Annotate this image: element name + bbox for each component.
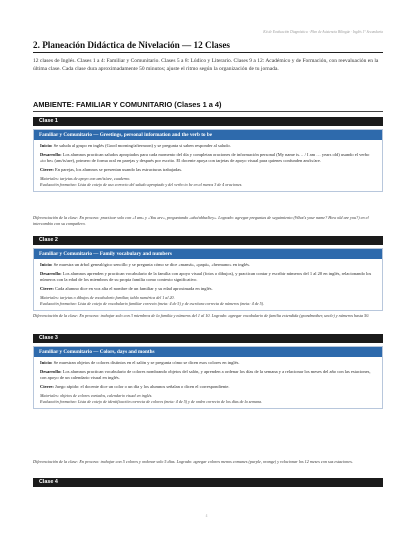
clase-2-inicio: Inicio: Se muestra un árbol genealógico sencillo y se pregunta cómo se dice «mamá», «papá», «hermano» en inglés. [40,262,250,267]
clase-1-card [33,129,383,192]
clase-1-cierre: Cierre: En parejas, los alumnos se presentan usando las estructuras trabajadas. [40,167,183,173]
clase-1-bar: Clase 1 [33,117,383,126]
running-header: Kit de Evaluación Diagnóstica · Plan de Asistencia Bilingüe · Inglés 1° Secundaria [263,30,383,34]
clase-2-body [34,259,382,310]
clase-1-materiales: Materiales: tarjetas de apoyo con am/is/are, cuaderno. [40,176,131,182]
intro-paragraph: 12 clases de Inglés. Clases 1 a 4: Familiar y Comunitario. Clases 5 a 8: Lúdico y Literario. Clases 9 a 12: Académico y de Formación, con reevaluación en la última clase. Cada clase dura aproximadamente 50 minutos; ajuste el ritmo según la organización de tu jornada. [33,58,379,72]
clase-2-materiales: Materiales: tarjetas o dibujos de vocabulario familiar, tabla numérica del 1 al 20. [40,295,175,301]
clase-1-evaluacion: Evaluación formativa: Lista de cotejo de uso correcto del saludo apropiado y del verbo to be en al menos 3 de 4 oraciones. [40,182,243,187]
clase-3-inicio: Inicio: Se muestran objetos de colores distintos en el salón y se pregunta cómo se dicen esos colores en inglés. [40,360,240,365]
clase-2-bar: Clase 2 [33,236,383,245]
clase-3-bar: Clase 3 [33,334,383,343]
clase-2-card [33,248,383,311]
clase-3-heading: Familiar y Comunitario — Colors, days and months [34,347,382,357]
clase-1-heading: Familiar y Comunitario — Greetings, personal information and the verb to be [34,130,382,140]
page-number: 4 [205,514,208,518]
clase-2-evaluacion: Evaluación formativa: Lista de cotejo de vocabulario familiar correcto (meta: 4 de 5) y de escritura correcta de números (meta: 4 de 5). [40,301,265,306]
clase-3-evaluacion: Evaluación formativa: Lista de cotejo de identificación correcta de colores (meta: 4 de 5) y de orden correcto de los días de la semana. [40,399,263,404]
clase-1-inicio: Inicio: Se saluda al grupo en inglés (Good morning/afternoon) y se pregunta si saben responder al saludo. [40,143,231,148]
clase-4-bar: Clase 4 [33,478,383,487]
clase-3-cierre: Cierre: Juego rápido: el docente dice un color o un día y los alumnos señalan o dicen el correspondiente. [40,384,230,390]
clase-2-heading: Familiar y Comunitario — Family vocabulary and numbers [34,249,382,259]
clase-1-body [34,140,382,191]
clase-1-diferenciacion: Diferenciación de la clase: En proceso: practicar solo con «I am» y «You are», preguntando «aha/ahha/hey». Logrado: agregar preguntas de seguimiento (What's your name? How old are you?) en el intercambio con su compañero. [33,215,369,226]
clase-3-diferenciacion: Diferenciación de la clase: En proceso: trabajar con 5 colores y ordenar solo 5 días. Logrado: agregar colores menos comunes (purple, orange) y relacionar los 12 meses con sus estaciones. [33,459,353,464]
clase-2-cierre: Cierre: Cada alumno dice en voz alta el nombre de un familiar y su edad aproximada en inglés. [40,286,213,292]
section-title: AMBIENTE: FAMILIAR Y COMUNITARIO (Clases 1 a 4) [33,100,383,112]
clase-3-desarrollo: Desarrollo: Los alumnos practican vocabulario de colores nombrando objetos del salón, y aprenden a ordenar los días de la semana y a relacionar los meses del año con las estaciones, con apoyo de un calendario visual en inglés. [40,369,371,381]
clase-1-desarrollo: Desarrollo: Los alumnos practican saludos apropiados para cada momento del día y completan oraciones de información personal (My name is… / I am … years old) usando el verbo «to be» (am/is/are), primero de forma oral en parejas y después por escrito. El docente apoya con tarjetas de apoyo visual para quienes confunden am/is/are. [40,152,370,164]
clase-3-card [33,346,383,409]
clase-3-materiales: Materiales: objetos de colores variados, calendario visual en inglés. [40,393,153,399]
clase-2-desarrollo: Desarrollo: Los alumnos aprenden y practican vocabulario de la familia con apoyo visual (fotos o dibujos), y practican contar y escribir números del 1 al 20 en inglés, relacionando los números con la edad de los miembros de su propia familia como contexto significativo. [40,271,372,283]
document-title: 2. Planeación Didáctica de Nivelación — 12 Clases [33,40,383,53]
clase-2-diferenciacion: Diferenciación de la clase: En proceso: trabajar solo con 3 miembros de la familia y números del 1 al 10. Logrado: agregar vocabulario de familia extendida (grandmother, uncle) y números hasta 50. [33,313,370,318]
clase-3-body [34,357,382,408]
